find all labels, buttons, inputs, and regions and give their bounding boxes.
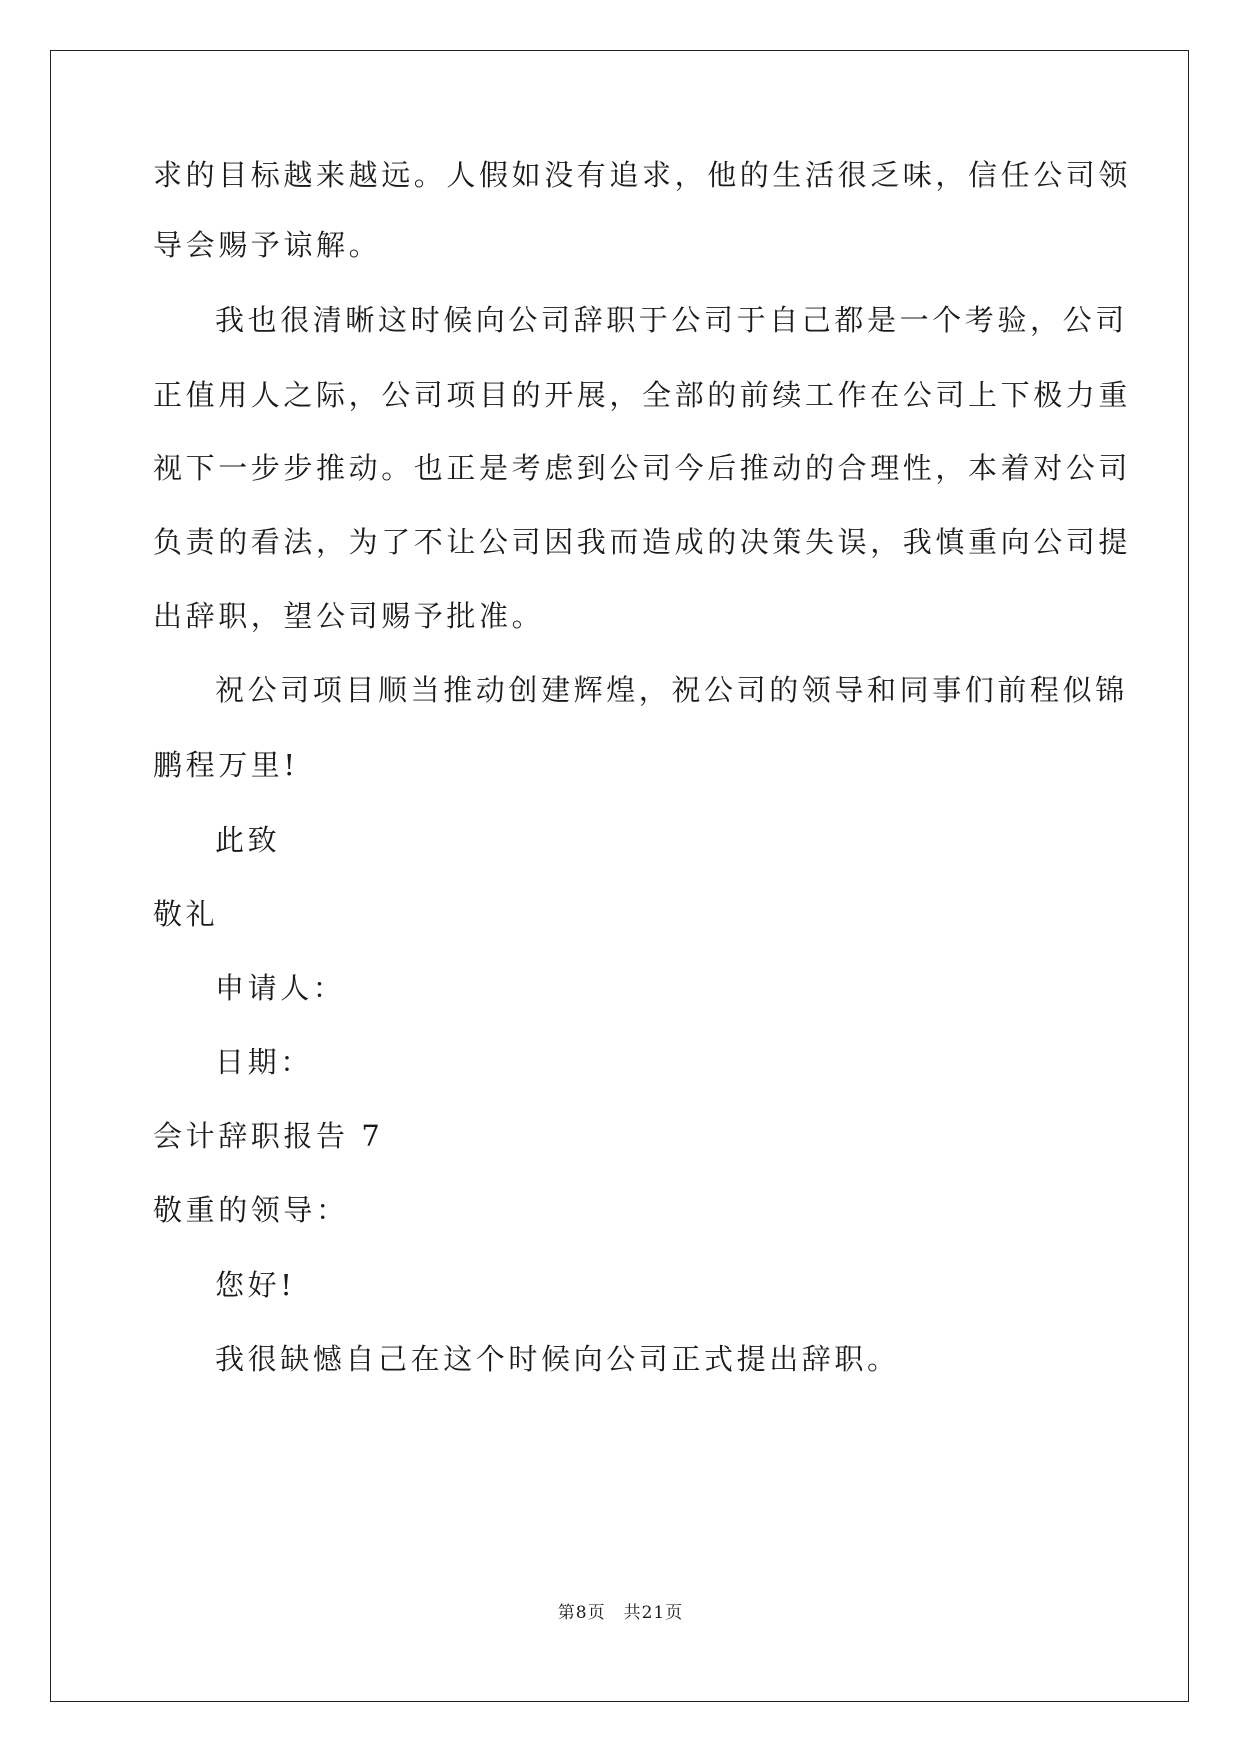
page-border bbox=[50, 50, 1189, 1702]
closing-salutation: 此致 bbox=[215, 823, 281, 857]
applicant-label: 申请人： bbox=[215, 971, 346, 1005]
closing-respect: 敬礼 bbox=[153, 897, 219, 931]
body-line-2: 导会赐予谅解。 bbox=[153, 228, 382, 262]
body-line-7: 出辞职，望公司赐予批准。 bbox=[153, 599, 545, 633]
footer-suffix: 页 bbox=[665, 1603, 684, 1623]
greeting-recipient: 敬重的领导： bbox=[153, 1193, 349, 1227]
section-title: 会计辞职报告 7 bbox=[153, 1119, 384, 1153]
page-footer bbox=[0, 1598, 1241, 1623]
greeting-hello: 您好! bbox=[215, 1268, 296, 1302]
body-line-last: 我很缺憾自己在这个时候向公司正式提出辞职。 bbox=[215, 1342, 900, 1376]
footer-middle: 页 共 bbox=[587, 1603, 642, 1623]
footer-prefix: 第 bbox=[557, 1603, 576, 1623]
body-line-8: 祝公司项目顺当推动创建辉煌，祝公司的领导和同事们前程似锦 bbox=[215, 673, 1128, 707]
footer-total-pages: 21 bbox=[641, 1603, 666, 1623]
body-line-4: 正值用人之际，公司项目的开展，全部的前续工作在公司上下极力重 bbox=[153, 378, 1132, 412]
date-label: 日期： bbox=[215, 1045, 313, 1079]
body-line-6: 负责的看法，为了不让公司因我而造成的决策失误，我慎重向公司提 bbox=[153, 525, 1132, 559]
body-line-3: 我也很清晰这时候向公司辞职于公司于自己都是一个考验，公司 bbox=[215, 303, 1128, 337]
body-line-5: 视下一步步推动。也正是考虑到公司今后推动的合理性，本着对公司 bbox=[153, 451, 1132, 485]
body-line-9: 鹏程万里! bbox=[153, 748, 299, 782]
body-line-1: 求的目标越来越远。人假如没有追求，他的生活很乏味，信任公司领 bbox=[153, 158, 1132, 192]
footer-current-page: 8 bbox=[575, 1603, 588, 1623]
